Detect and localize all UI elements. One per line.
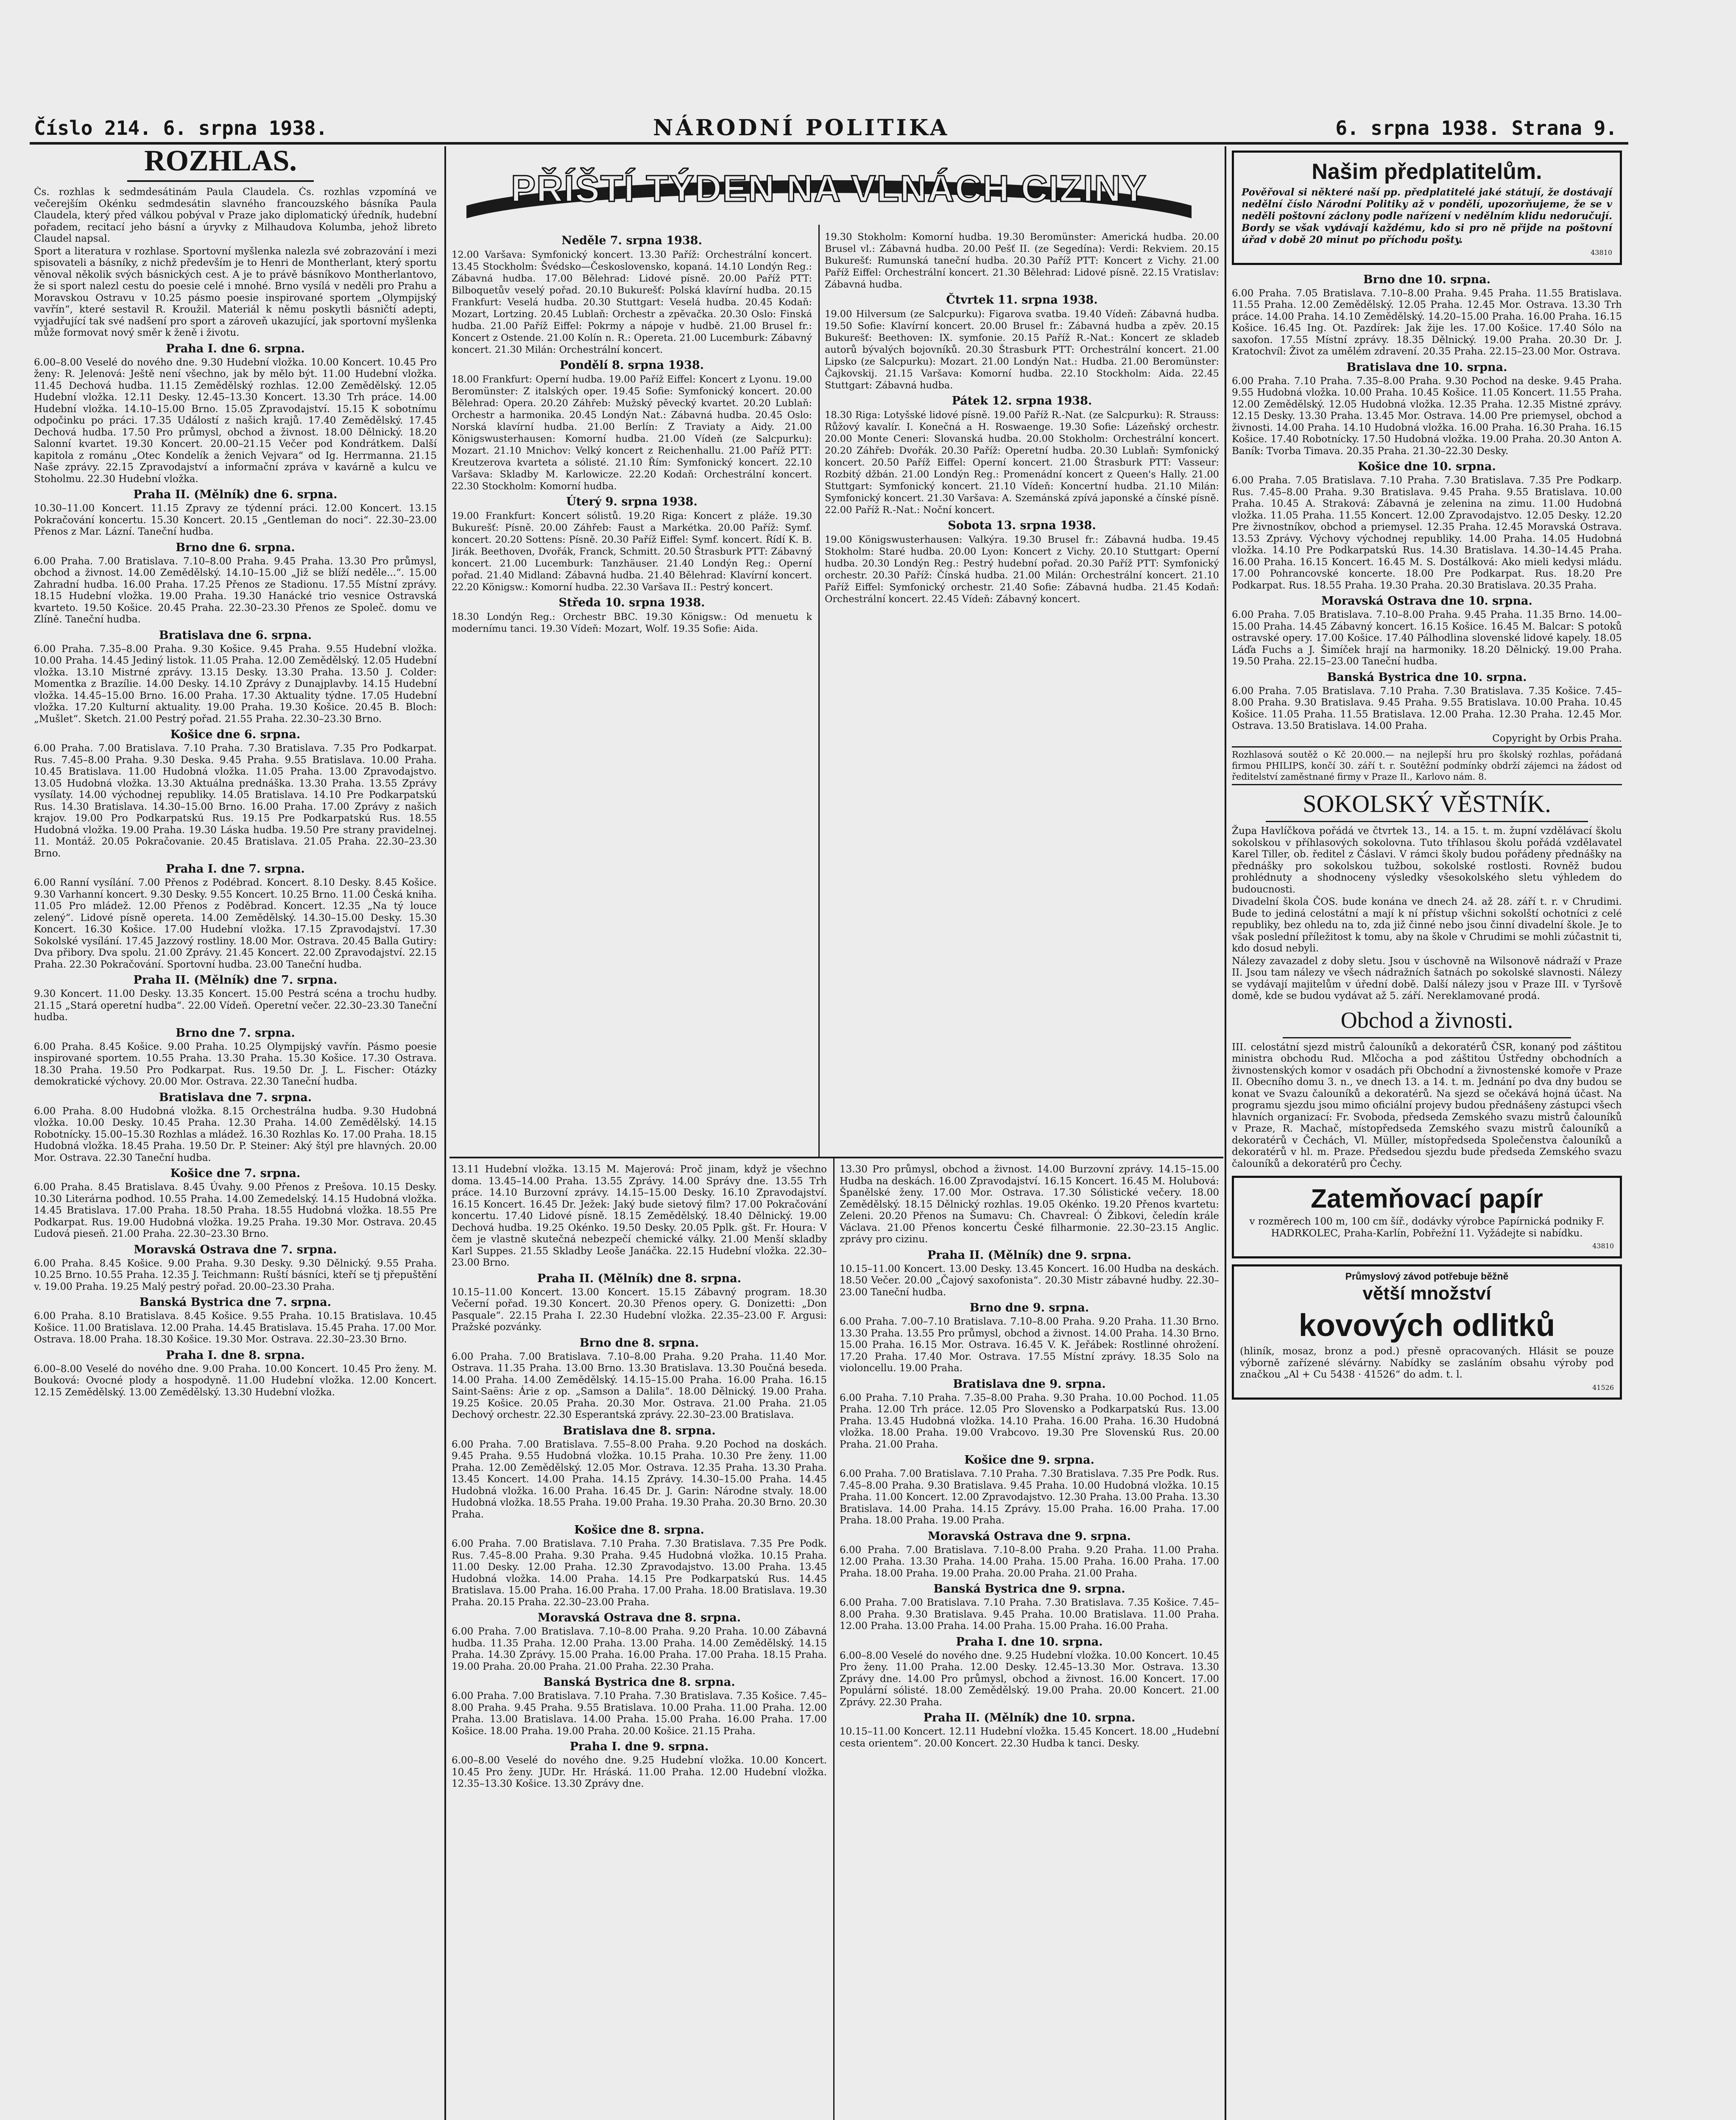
program-block [452, 596, 812, 635]
program-day-heading: Brno dne 8. srpna. [579, 1336, 699, 1350]
program-day-heading: Banská Bystrica dne 7. srpna. [139, 1296, 332, 1309]
program-block [34, 488, 437, 538]
program-day-heading: Pátek 12. srpna 1938. [952, 394, 1092, 407]
ad-castings-line2: větší množství [1362, 1283, 1491, 1304]
program-day-heading: Košice dne 6. srpna. [170, 728, 301, 741]
program-day-heading: Brno dne 10. srpna. [1363, 273, 1491, 286]
rule [1232, 746, 1622, 748]
program-block [452, 1611, 827, 1673]
program-block [34, 1348, 437, 1399]
program-listing: 9.30 Koncert. 11.00 Desky. 13.35 Koncert. 15.00 Pestrá scéna a trochu hudby. 21.15 „Stará operetní hudba“. 22.00 Vídeň. Operetní večer. 22.30–23.30 Taneční hudba. [34, 988, 437, 1023]
program-day-heading: Bratislava dne 8. srpna. [563, 1424, 716, 1437]
program-listing: 6.00 Praha. 7.00 Bratislava. 7.10 Praha. 7.30 Bratislava. 7.35 Pre Podk. Rus. 7.45–8.00 Praha. 9.30 Bratislava. 9.45 Praha. 10.00 Hudobná vložka. 10.15 Praha. 11.00 Koncert. 12.00 Zpravodajstvo. 12.30 Praha. 13.00 Praha. 13.30 Bratislava. 14.00 Praha. 14.15 Zprávy. 15.00 Praha. 16.00 Praha. 17.00 Praha. 18.00 Praha. 19.00 Praha. [840, 1468, 1219, 1526]
right-program-list [1232, 273, 1622, 732]
program-listing: 6.00 Praha. 7.00–7.10 Bratislava. 7.10–8.00 Praha. 9.20 Praha. 11.30 Brno. 13.30 Praha. 13.55 Pro průmysl, obchod a živnost. 14.00 Praha. 14.30 Brno. 15.00 Praha. 16.15 Mor. Ostrava. 16.45 V. K. Jeřábek: Rostlinné ohrožení. 17.20 Praha. 17.40 Mor. Ostrava. 17.55 Místní zprávy. 18.35 Solo na violoncellu. 19.00 Praha. [840, 1316, 1219, 1374]
column-divider [818, 225, 820, 1158]
subscriber-notice [1232, 151, 1622, 265]
program-day-heading: Bratislava dne 7. srpna. [159, 1091, 312, 1104]
program-column-middle-right [840, 1164, 1219, 2120]
program-listing: 6.00 Praha. 7.05 Bratislava. 7.10 Praha. 7.30 Bratislava. 7.35 Košice. 7.45–8.00 Praha. 9.30 Bratislava. 9.45 Praha. 9.55 Bratislava. 10.00 Praha. 10.45 Košice. 11.05 Praha. 11.55 Bratislava. 12.00 Praha. 12.30 Praha. 12.45 Mor. Ostrava. 13.50 Bratislava. 14.00 Praha. [1232, 685, 1622, 731]
program-day-heading: Moravská Ostrava dne 9. srpna. [927, 1529, 1131, 1543]
program-listing: 10.15–11.00 Koncert. 12.11 Hudební vložka. 15.45 Koncert. 18.00 „Hudební cesta orientem“. 20.00 Koncert. 22.30 Hudba k tanci. Desky. [840, 1726, 1219, 1749]
program-listing: 6.00 Praha. 7.00 Bratislava. 7.10 Praha. 7.30 Bratislava. 7.35 Pro Podkarpat. Rus. 7.45–8.00 Praha. 9.30 Deska. 9.45 Praha. 9.55 Bratislava. 10.00 Praha. 10.45 Bratislava. 11.00 Hudobná vložka. 11.05 Praha. 13.00 Zpravodajstvo. 13.05 Hudobná vložka. 13.30 Aktuálna prednáška. 13.30 Praha. 13.55 Zprávy vysílaty. 14.00 východnej republiky. 14.05 Bratislava. 14.10 Pre Podkarpatskú Rus. 14.30 Bratislava. 14.30–15.00 Brno. 16.00 Praha. 17.00 Zprávy z našich krajov. 19.00 Pro Podkarpatskú Rus. 19.15 Pre Podkarpatskú Rus. 18.55 Hudobná vložka. 19.00 Praha. 19.30 Láska hudba. 19.50 Pre strany pravidelnej. 11. Montáž. 20.05 Pokračovanie. 20.45 Bratislava. 21.05 Praha. 22.30–23.30 Brno. [34, 743, 437, 859]
sokol-item-1: Župa Havlíčkova pořádá ve čtvrtek 13., 14. a 15. t. m. župní vzdělávací školu sokolskou v příhlasových sokolovna. Tuto tříhlasou školu pořádá vzdělavatel Karel Tiller, ob. ředitel z Čáslavi. V rámci školy budou pořádeny přednášky na přednášky pro sokolskou tužbou, sokolské rostlosti. Rovněž budou prohlédnuty a shodnoceny výsledky všesokolského sletu výhledem do budoucnosti. [1232, 826, 1622, 895]
program-listing: 6.00–8.00 Veselé do nového dne. 9.30 Hudební vložka. 10.00 Koncert. 10.45 Pro ženy: R. Jelenová: Ještě není všechno, jak by mělo být. 11.00 Hudební vložka. 11.45 Dechová hudba. 11.15 Zemědělský rozhlas. 12.00 Zemědělský. 12.05 Hudební vložka. 12.11 Desky. 12.45–13.30 Koncert. 13.30 Trh práce. 14.00 Hudební vložka. 14.10–15.00 Brno. 15.05 Zpravodajství. 15.15 K sobotnímu odpočinku po práci. 17.35 Událostí z našich krajů. 17.40 Zemědělský. 17.45 Dechová hudba. 17.50 Pro průmysl, obchod a živnost. 18.00 Dělnický. 18.20 Salonní kvartet. 19.30 Koncert. 20.00–21.15 Večer pod Kondrátkem. Další kapitola z románu „Otec Kondelík a ženich Vejvara“ od Ig. Herrmanna. 21.15 Naše zprávy. 22.15 Zpravodajství a informační zpráva v kavárně a kulcu ve Stoholmu. 22.30 Hudební vložka. [34, 357, 437, 485]
program-day-heading: Banská Bystrica dne 10. srpna. [1327, 670, 1527, 684]
subscriber-code: 43810 [1591, 248, 1612, 257]
sokol-item-2: Divadelní škola ČOS. bude konána ve dnech 24. až 28. září t. r. v Chrudimi. Bude to jediná celostátní a mají k ní přístup všichni sokolští ochotníci z celé republiky, bez ohledu na to, zda již činné nebo jsou činní divadelní škole. Je to však poslední příležitost k tomu, aby na škole v Chrudimi se mohli zúčastnit ti, kdo dosud nebyli. [1232, 896, 1622, 954]
rozhlas-column [34, 187, 437, 2120]
program-listing: 10.30–11.00 Koncert. 11.15 Zpravy ze týdenní práci. 12.00 Koncert. 13.15 Pokračování koncertu. 15.30 Koncert. 20.15 „Gentleman do noci“. 22.30–23.00 Přenos z Mar. Lázní. Taneční hudba. [34, 503, 437, 537]
program-listing: 18.00 Frankfurt: Operní hudba. 19.00 Paříž Eiffel: Koncert z Lyonu. 19.00 Beromünster: Z italských oper. 19.45 Sofie: Symfonický koncert. 20.00 Bělehrad: Opera. 20.20 Záhřeb: Mužský pěvecký kvartet. 20.20 Lublaň: Orchestr a harmonika. 20.45 Londýn Nat.: Zábavná hudba. 20.45 Oslo: Norská klavírní hudba. 21.00 Berlín: Z Traviaty a Aidy. 21.00 Königswusterhausen: Komorní hudba. 21.00 Vídeň (ze Salcpurku): Mozart. 21.10 Mnichov: Velký koncert z Reichenhallu. 21.00 Paříž PTT: Kreutzerova kvarteta a sólisté. 21.10 Řím: Symfonický koncert. 22.10 Varšava: Skladby M. Karlowicze. 22.20 Kodaň: Orchestrální koncert. 22.30 Stockholm: Komorní hudba. [452, 374, 812, 492]
program-listing: 6.00 Praha. 8.45 Košice. 9.00 Praha. 10.25 Olympijský vavřín. Pásmo poesie inspirované sportem. 10.55 Praha. 13.30 Praha. 15.30 Košice. 17.30 Ostrava. 18.30 Praha. 19.50 Pro Podkarpat. Rus. 19.50 Dr. J. L. Fischer: Otázky demokratické výchovy. 20.00 Mor. Ostrava. 22.30 Taneční hudba. [34, 1041, 437, 1087]
program-listing: 6.00 Praha. 7.00 Bratislava. 7.10–8.00 Praha. 9.20 Praha. 10.00 Zábavná hudba. 11.35 Praha. 12.00 Praha. 13.00 Praha. 14.00 Zemědělský. 14.15 Praha. 14.30 Zprávy. 15.00 Praha. 16.00 Praha. 17.00 Praha. 18.15 Praha. 19.00 Praha. 20.00 Praha. 21.00 Praha. 22.30 Praha. [452, 1626, 827, 1672]
program-listing: 12.00 Varšava: Symfonický koncert. 13.30 Paříž: Orchestrální koncert. 13.45 Stockholm: Švédsko—Československo, kopaná. 14.10 Londýn Reg.: Zábavná hudba. 17.00 Bělehrad: Lidové písně. 20.00 Paříž PTT: Bilboquetův veselý pořad. 20.10 Bukurešť: Polská klavírní hudba. 20.15 Frankfurt: Veselá hudba. 20.30 Stuttgart: Veselá hudba. 20.45 Kodaň: Mozart, Lortzing. 20.45 Lublaň: Orchestr a zpěvačka. 20.30 Oslo: Finská hudba. 21.00 Paříž Eiffel: Pokrmy a nápoje v hudbě. 21.00 Brusel fr.: Koncert z Ostende. 21.00 Kolín n. R.: Opereta. 21.00 Lucemburk: Zábavný koncert. 21.30 Milán: Orchestrální koncert. [452, 249, 812, 355]
program-block [452, 1740, 827, 1790]
program-day-heading: Praha II. (Mělník) dne 6. srpna. [133, 488, 338, 501]
masthead [34, 117, 1617, 142]
program-listing: 6.00 Praha. 7.35–8.00 Praha. 9.30 Košice. 9.45 Praha. 9.55 Hudební vložka. 10.00 Praha. 14.45 Jediný listok. 11.05 Praha. 12.00 Zemědělský. 12.05 Hudební vložka. 13.10 Mistrné zprávy. 13.15 Desky. 13.30 Praha. 13.50 J. Colder: Momentka z Brazílie. 14.00 Desky. 14.10 Zprávy z Dunajplavby. 14.15 Hudební vložka. 14.45–15.00 Brno. 16.00 Praha. 17.30 Aktuality týdne. 17.05 Hudební vložka. 17.20 Kulturní aktuality. 19.00 Praha. 19.30 Košice. 20.45 B. Bloch: „Mušlet“. Sketch. 21.00 Pestrý pořad. 21.55 Praha. 22.30–23.30 Brno. [34, 643, 437, 725]
ad-castings-text: (hliník, mosaz, bronz a pod.) přesně opracovaných. Hlásit se pouze výborně zařízené slévárny. Nabídky se zasláním obsahu výroby pod značkou „Al + Cu 5438 · 41526“ do adm. t. l. [1240, 1346, 1614, 1380]
program-day-heading: Banská Bystrica dne 8. srpna. [543, 1676, 735, 1689]
program-listing: 6.00 Praha. 8.45 Bratislava. 8.45 Úvahy. 9.00 Přenos z Prešova. 10.15 Desky. 10.30 Literárna podhod. 10.55 Praha. 14.00 Zemedelský. 14.15 Hudobná vložka. 14.45 Bratislava. 17.00 Praha. 18.50 Praha. 18.55 Hudobná vložka. 18.55 Pre Podkarpat. Rus. 19.00 Hudobná vložka. 19.25 Praha. 19.30 Mor. Ostrava. 20.45 Ľudová pieseň. 21.00 Praha. 22.30–23.30 Brno. [34, 1182, 437, 1239]
program-listing: 10.15–11.00 Koncert. 13.00 Koncert. 15.15 Zábavný program. 18.30 Večerní pořad. 19.30 Koncert. 20.30 Přenos opery. G. Donizetti: „Don Pasquale“. 22.15 Praha I. 22.30 Hudební vložka. 22.35–23.00 F. Argusi: Pražské pozvánky. [452, 1286, 827, 1333]
program-block [840, 1582, 1219, 1632]
program-listing: 6.00 Praha. 7.10 Praha. 7.35–8.00 Praha. 9.30 Pochod na deske. 9.45 Praha. 9.55 Hudobná vložka. 10.00 Praha. 10.45 Košice. 11.05 Koncert. 11.55 Praha. 12.00 Zemědělský. 12.05 Hudobná vložka. 12.35 Praha. 12.35 Mistné zprávy. 12.15 Desky. 13.30 Praha. 13.45 Mor. Ostrava. 14.00 Pre priemysel, obchod a živnosti. 14.00 Praha. 14.10 Hudobná vložka. 16.00 Praha. 16.30 Praha. 16.15 Košice. 17.40 Robotnícky. 17.50 Hudobná vložka. 19.00 Praha. 20.30 Anton A. Baník: Tvorba Timava. 20.35 Praha. 21.30–22.30 Desky. [1232, 375, 1622, 457]
program-day-heading: Bratislava dne 10. srpna. [1346, 360, 1507, 374]
program-block [452, 1272, 827, 1333]
trade-article: III. celostátní sjezd mistrů čalouníků a dekoratérů ČSR, konaný pod záštitou ministra obchodu Rud. Mlčocha a pod záštitou Ústředny obchodních a živnostenských komor v osadách při Obchodní a živnostenské komoře v Praze II. Obecního domu 3. n., ve dnech 13. a 14. t. m. Jednání po dva dny budou se konat ve Svazu čalouníků a dekoratérů. Na sjezd se očekává hojná účast. Na programu sjezdu jsou mimo oficiální projevy budou přednášeny zástupci všech hlavních organizací: Fr. Svoboda, předseda Zemského svazu mistrů čalouníků v Praze, R. Machač, místopředseda Zemského svazu mistrů čalouníků a dekoratérů v Čechách, Vl. Müller, místopředseda Společenstva čalouníků a dekoratérů v hl. m. Praze. Předsedou sjezdu bude předseda Zemského svazu čalouníků a dekoratérů pro Čechy. [1232, 1041, 1622, 1169]
program-block [34, 1166, 437, 1240]
program-block [34, 541, 437, 626]
program-block [1232, 670, 1622, 732]
program-block [34, 1026, 437, 1088]
program-block [825, 231, 1219, 290]
ad-blackout-text: v rozměrech 100 m, 100 cm šíř., dodávky výrobce Papírnická podniky F. HADRKOLEC, Praha-Karlín, Pobřežní 11. Vyžádejte si nabídku. [1249, 1216, 1605, 1239]
ad-metal-castings [1232, 1264, 1622, 1400]
subscriber-title: Našim předplatitelům. [1312, 159, 1542, 184]
ad-castings-line1: Průmyslový závod potřebuje běžně [1345, 1270, 1509, 1282]
program-listing: 6.00 Praha. 8.00 Hudobná vložka. 8.15 Orchestrálna hudba. 9.30 Hudobná vložka. 10.00 Desky. 10.45 Praha. 12.30 Praha. 14.00 Zemědělský. 14.15 Robotnícky. 15.00–15.30 Rozhlas a mládež. 16.30 Rozhlas Ko. 17.00 Praha. 18.15 Hudobná vložka. 18.45 Praha. 19.50 Dr. P. Steiner: Aký štýl pre hlavných. 20.00 Mor. Ostrava. 22.30 Taneční hudba. [34, 1105, 437, 1163]
program-day-heading: Brno dne 9. srpna. [969, 1301, 1089, 1314]
program-listing: 6.00 Praha. 7.00 Bratislava. 7.10 Praha. 7.30 Bratislava. 7.35 Pre Podk. Rus. 7.45–8.00 Praha. 9.30 Praha. 9.45 Hudobná vložka. 10.15 Praha. 11.00 Desky. 12.00 Praha. 12.30 Zpravodajstvo. 13.00 Praha. 13.45 Hudobná vložka. 14.00 Praha. 14.15 Pre Podkarpatskú Rus. 14.45 Bratislava. 15.00 Praha. 16.00 Praha. 17.00 Praha. 18.00 Bratislava. 19.30 Praha. 20.15 Praha. 22.30–23.00 Praha. [452, 1538, 827, 1608]
program-block [34, 728, 437, 859]
program-listing: 6.00–8.00 Veselé do nového dne. 9.25 Hudební vložka. 10.00 Koncert. 10.45 Pro ženy. JUDr. Hr. Hráská. 11.00 Praha. 12.00 Hudební vložka. 12.35–13.30 Košice. 13.30 Zprávy dne. [452, 1755, 827, 1789]
program-block [825, 394, 1219, 516]
program-listing: 6.00 Praha. 7.05 Bratislava. 7.10–8.00 Praha. 9.45 Praha. 11.55 Bratislava. 11.55 Praha. 12.00 Zemědělský. 12.05 Praha. 12.45 Mor. Ostrava. 13.30 Trh práce. 14.00 Praha. 14.10 Zemědělský. 14.20–15.00 Praha. 16.00 Praha. 16.15 Košice. 16.45 Ing. Ot. Pazdírek: Jak žije les. 17.00 Košice. 17.40 Sólo na saxofon. 17.55 Místní zprávy. 18.35 Dělnický. 19.00 Praha. 20.30 Dr. J. Kratochvíl: Život za umělém zdravení. 20.35 Praha. 22.15–23.00 Mor. Ostrava. [1232, 287, 1622, 357]
page-number: 6. srpna 1938. Strana 9. [1335, 117, 1617, 139]
ad-blackout-title: Zatemňovací papír [1311, 1184, 1543, 1213]
program-day-heading: Košice dne 9. srpna. [964, 1453, 1094, 1467]
program-day-heading: Bratislava dne 6. srpna. [159, 628, 312, 642]
program-listing: 6.00 Praha. 7.10 Praha. 7.35–8.00 Praha. 9.30 Praha. 10.00 Pochod. 11.05 Praha. 12.00 Trh práce. 12.05 Pro Slovensko a Podkarpatskú Rus. 13.00 Praha. 13.45 Hudobná vložka. 14.10 Praha. 16.00 Praha. 16.30 Hudobná vložka. 18.00 Praha. 19.00 Vrabcovo. 19.30 Pre Slovenskú Rus. 20.00 Praha. 21.00 Praha. [840, 1392, 1219, 1450]
program-block [452, 1164, 827, 1269]
program-listing: 6.00 Praha. 7.00 Bratislava. 7.10 Praha. 7.30 Bratislava. 7.35 Košice. 7.45–8.00 Praha. 9.45 Praha. 9.55 Bratislava. 10.00 Praha. 11.00 Praha. 12.00 Praha. 13.00 Bratislava. 14.00 Praha. 15.00 Praha. 16.00 Praha. 17.00 Košice. 18.00 Praha. 19.00 Praha. 20.00 Košice. 21.15 Praha. [452, 1690, 827, 1737]
program-block [452, 1675, 827, 1737]
program-block [452, 358, 812, 492]
ad-castings-title: kovových odlitků [1298, 1308, 1555, 1343]
program-block [452, 1424, 827, 1521]
column-divider [444, 146, 446, 2120]
program-day-heading: Brno dne 7. srpna. [176, 1026, 295, 1040]
program-block [825, 519, 1219, 605]
program-block [840, 1248, 1219, 1299]
program-block [840, 1453, 1219, 1527]
program-listing: 13.11 Hudební vložka. 13.15 M. Majerová: Proč jinam, když je všechno doma. 13.45–14.00 Praha. 13.55 Zprávy. 14.00 Správy dne. 13.55 Trh práce. 14.10 Burzovní zprávy. 14.15–15.00 Desky. 16.10 Zpravodajství. 16.15 Koncert. 16.45 Dr. Ježek: Jaký bude sietový film? 17.00 Pokračování koncertu. 17.40 Lidové písně. 18.15 Zemědělský. 18.40 Dělnický. 19.00 Dechová hudba. 19.25 Okénko. 19.50 Desky. 20.05 Pplk. gšt. Fr. Houra: V čem je vlastně skutečná nebezpečí chemické války. 21.00 Menší skladby Karl Suppes. 21.55 Skladby Leoše Janáčka. 22.15 Hudební vložka. 22.30–23.00 Brno. [452, 1164, 827, 1268]
program-listing: 6.00 Praha. 7.00 Bratislava. 7.10–8.00 Praha. 9.45 Praha. 13.30 Pro průmysl, obchod a živnost. 14.00 Zemědělský. 14.10–15.00 „Již se blíží neděle...“. 15.00 Zahradní hudba. 16.00 Praha. 17.25 Přenos ze Stadionu. 17.55 Místní zprávy. 18.15 Hudební vložka. 19.00 Praha. 19.30 Hanácké trio vesnice Ostravská kvarteto. 19.50 Košice. 20.45 Praha. 22.30–23.30 Přenos ze Společ. domu ve Zlíně. Taneční hudba. [34, 555, 437, 625]
program-day-heading: Košice dne 10. srpna. [1358, 460, 1496, 473]
trade-heading: Obchod a živnosti. [1340, 1007, 1513, 1033]
program-listing: 10.15–11.00 Koncert. 13.00 Desky. 13.45 Koncert. 16.00 Hudba na deskách. 18.50 Večer. 20.00 „Čajový saxofonista“. 20.30 Mistr zábavné hudby. 22.30–23.00 Taneční hudba. [840, 1263, 1219, 1298]
program-listing: 6.00 Praha. 7.00 Bratislava. 7.10–8.00 Praha. 9.20 Praha. 11.40 Mor. Ostrava. 11.35 Praha. 13.00 Brno. 13.30 Bratislava. 13.30 Poučná beseda. 14.00 Praha. 14.00 Zemědělský. 14.15–15.00 Praha. 16.00 Praha. 16.15 Saint-Saëns: Árie z op. „Samson a Dalila“. 18.00 Dělnický. 19.00 Praha. 19.25 Košice. 20.05 Praha. 20.30 Mor. Ostrava. 21.00 Praha. 21.05 Dechový orchestr. 22.30 Esperantská zprávy. 22.30–23.00 Bratislava. [452, 1351, 827, 1420]
program-day-heading: Středa 10. srpna 1938. [558, 596, 705, 609]
program-day-heading: Čtvrtek 11. srpna 1938. [946, 293, 1098, 307]
program-block [34, 1091, 437, 1164]
program-block [840, 1164, 1219, 1246]
program-block [452, 1523, 827, 1608]
rule [1232, 784, 1622, 785]
program-block [1232, 273, 1622, 358]
section-divider [449, 1157, 1223, 1158]
program-listing: 6.00 Praha. 7.05 Bratislava. 7.10–8.00 Praha. 9.45 Praha. 11.35 Brno. 14.00–15.00 Praha. 14.45 Zábavný koncert. 16.15 Košice. 16.45 M. Balcar: S potoků ostravské opery. 17.00 Košice. 17.40 Pálhodlina slovenské lidové kapely. 18.05 Láďa Fuchs a J. Šimíček hrají na harmoniky. 18.20 Dělnický. 19.00 Praha. 19.50 Praha. 22.15–23.00 Taneční hudba. [1232, 609, 1622, 667]
program-day-heading: Moravská Ostrava dne 8. srpna. [537, 1611, 741, 1624]
program-day-heading: Praha I. dne 10. srpna. [956, 1635, 1103, 1649]
program-listing: 6.00 Praha. 8.10 Bratislava. 8.45 Košice. 9.55 Praha. 10.15 Bratislava. 10.45 Košice. 11.00 Bratislava. 12.00 Praha. 14.45 Bratislava. 15.45 Praha. 17.00 Mor. Ostrava. 18.00 Praha. 18.30 Košice. 19.30 Mor. Ostrava. 22.30–23.30 Brno. [34, 1311, 437, 1345]
program-listing: 6.00 Praha. 7.00 Bratislava. 7.10–8.00 Praha. 9.20 Praha. 11.00 Praha. 12.00 Praha. 13.30 Praha. 14.00 Praha. 15.00 Praha. 16.00 Praha. 17.00 Praha. 18.00 Praha. 19.00 Praha. 20.00 Praha. 21.00 Praha. [840, 1544, 1219, 1579]
contest-note: Rozhlasová soutěž o Kč 20.000.— na nejlepší hru pro školský rozhlas, pořádaná firmou PHILIPS, končí 30. září t. r. Soutěžní podmínky obdrží zájemci na žádost od ředitelství zaměstnané firmy v Praze II., Karlovo nám. 8. [1232, 750, 1622, 782]
issue-number: Číslo 214. 6. srpna 1938. [34, 117, 328, 139]
program-day-heading: Praha II. (Mělník) dne 9. srpna. [927, 1248, 1131, 1262]
rule [1283, 1037, 1571, 1038]
ad-castings-code: 41526 [1592, 1383, 1614, 1392]
program-day-heading: Moravská Ostrava dne 7. srpna. [134, 1243, 337, 1256]
banner-title: PŘÍŠTÍ TÝDEN NA VLNÁCH CIZINY [511, 167, 1147, 209]
program-block [1232, 594, 1622, 668]
program-block [840, 1635, 1219, 1709]
program-block [840, 1529, 1219, 1580]
program-day-heading: Praha I. dne 8. srpna. [166, 1348, 305, 1362]
abroad-column-left [452, 231, 812, 1151]
program-day-heading: Praha II. (Mělník) dne 7. srpna. [133, 974, 338, 987]
program-block [1232, 360, 1622, 457]
sokol-heading: SOKOLSKÝ VĚSTNÍK. [1303, 790, 1551, 817]
ad-blackout-code: 43810 [1592, 1242, 1614, 1250]
column-divider [833, 1158, 835, 2120]
right-column [1232, 146, 1622, 2120]
program-block [34, 973, 437, 1024]
rozhlas-underline [127, 180, 314, 182]
program-listing: 18.30 Londýn Reg.: Orchestr BBC. 19.30 Königsw.: Od menuetu k modernímu tanci. 19.30 Vídeň: Mozart, Wolf. 19.35 Sofie: Aida. [452, 611, 812, 634]
program-day-heading: Sobota 13. srpna 1938. [948, 519, 1096, 532]
program-listing: 13.30 Pro průmysl, obchod a živnost. 14.00 Burzovní zprávy. 14.15–15.00 Hudba na deskách. 16.00 Zpravodajství. 16.15 Koncert. 16.45 M. Holubová: Španělské ženy. 17.00 Mor. Ostrava. 17.30 Sólistické večery. 18.00 Zemědělský. 18.15 Dělnický rozhlas. 19.05 Okénko. 19.20 Přenos kvartetu: Zeleni. 20.20 Přenos na Šumavu: Ch. Chavreal: Ó Žibkovi, čeledín krále Václava. 21.00 Přenos koncertu České filharmonie. 22.30–23.15 Anglic. zprávy pro cizinu. [840, 1164, 1219, 1245]
program-block [34, 628, 437, 725]
program-listing: 19.00 Hilversum (ze Salcpurku): Figarova svatba. 19.40 Vídeň: Zábavná hudba. 19.50 Sofie: Klavírní koncert. 20.00 Brusel fr.: Zábavná hudba a zpěv. 20.15 Bukurešť: Beethoven: IX. symfonie. 20.15 Paříž R.-Nat.: Koncert ze skladeb autorů bývalých bojovníků. 20.30 Štrasburk PTT: Orchestrální koncert. 21.00 Lipsko (ze Salcpurku): Mozart. 21.00 Londýn Nat.: Hudba. 21.00 Beromünster: Čajkovskij. 21.15 Varšava: Komorní hudba. 22.10 Stockholm: Aida. 22.45 Stuttgart: Zábavná hudba. [825, 309, 1219, 391]
program-listing: 18.30 Riga: Lotyšské lidové písně. 19.00 Paříž R.-Nat. (ze Salcpurku): R. Strauss: Růžový kavalír. I. Konečná a H. Roswaenge. 19.30 Sofie: Lázeňský orchestr. 20.00 Monte Ceneri: Slovanská hudba. 20.00 Stokholm: Orchestrální koncert. 20.20 Záhřeb: Dvořák. 20.30 Paříž: Operetní hudba. 20.30 Lublaň: Symfonický koncert. 20.50 Paříž Eiffel: Operní koncert. 21.00 Štrasburk PTT: Vasseur: Rozbitý džbán. 21.00 Londýn Reg.: Promenádní koncert z Queen's Hally. 21.00 Stuttgart: Symfonický koncert. 21.10 Vídeň: Koncertní hudba. 21.10 Milán: Symfonický koncert. 21.30 Varšava: A. Szemánská zpívá japonské a čínské písně. 22.00 Paříž R.-Nat.: Noční koncert. [825, 410, 1219, 516]
program-listing: 6.00 Ranní vysílání. 7.00 Přenos z Podébrad. Koncert. 8.10 Desky. 8.45 Košice. 9.30 Varhanní koncert. 9.30 Desky. 9.55 Koncert. 10.25 Brno. 11.00 Česká kniha. 11.05 Pro mládež. 12.00 Přenos z Poděbrad. Koncert. 12.35 „Na tý louce zelený“. Lidové písně opereta. 14.00 Zemědělský. 14.30–15.00 Desky. 15.30 Koncert. 16.30 Košice. 17.00 Hudební vložka. 17.15 Zpravodajství. 17.30 Sokolské vysílání. 17.45 Jazzový rostliny. 18.00 Mor. Ostrava. 20.45 Balla Gutiry: Dva přibory. Dva spolu. 21.00 Zprávy. 21.45 Koncert. 22.00 Zpravodajství. 22.15 Praha. 22.30 Pokračování. Sportovní hudba. 23.00 Taneční hudba. [34, 877, 437, 970]
newspaper-title: NÁRODNÍ POLITIKA [653, 115, 950, 141]
program-listing: 6.00 Praha. 7.00 Bratislava. 7.10 Praha. 7.30 Bratislava. 7.35 Košice. 7.45–8.00 Praha. 9.30 Bratislava. 9.45 Praha. 10.00 Bratislava. 11.00 Praha. 12.00 Praha. 13.00 Praha. 14.00 Praha. 15.00 Praha. 16.00 Praha. [840, 1597, 1219, 1632]
program-listing: 6.00 Praha. 8.45 Košice. 9.00 Praha. 9.30 Desky. 9.30 Dělnický. 9.55 Praha. 10.25 Brno. 10.55 Praha. 12.35 J. Teichmann: Ruští básníci, kteří se tj přepuštění v. 19.00 Praha. 19.25 Malý pestrý pořad. 20.00–23.30 Praha. [34, 1258, 437, 1292]
sokol-item-3: Nálezy zavazadel z doby sletu. Jsou v úschovně na Wilsonově nádraží v Praze II. Jsou tam nálezy ve všech nádražních šatnách po sokolské slavnosti. Nálezy se vydávají majitelům v úřední době. Další nálezy jsou v Praze III. v Tyršově domě, kde se budou vydávat až 5. září. Nereklamované prodá. [1232, 955, 1622, 1001]
program-day-heading: Praha I. dne 9. srpna. [569, 1740, 709, 1753]
program-day-heading: Úterý 9. srpna 1938. [566, 495, 698, 508]
program-block [840, 1377, 1219, 1451]
program-listing: 6.00 Praha. 7.00 Bratislava. 7.55–8.00 Praha. 9.20 Pochod na doskách. 9.45 Praha. 9.55 Hudobná vložka. 10.15 Praha. 10.30 Pre ženy. 11.00 Praha. 12.00 Zemědělský. 12.05 Mor. Ostrava. 12.35 Praha. 13.30 Praha. 13.45 Koncert. 14.00 Praha. 14.15 Zprávy. 14.30–15.00 Praha. 14.45 Hudobná vložka. 16.00 Praha. 16.45 Dr. J. Garin: Národne stvaly. 18.00 Hudobná vložka. 18.55 Praha. 19.00 Praha. 19.30 Praha. 20.30 Brno. 20.30 Praha. [452, 1439, 827, 1520]
program-day-heading: Banská Bystrica dne 9. srpna. [933, 1582, 1125, 1596]
program-day-heading: Praha II. (Mělník) dne 8. srpna. [537, 1272, 741, 1285]
program-day-heading: Pondělí 8. srpna 1938. [559, 359, 704, 372]
program-day-heading: Bratislava dne 9. srpna. [953, 1377, 1106, 1391]
program-listing: 6.00–8.00 Veselé do nového dne. 9.25 Hudební vložka. 10.00 Koncert. 10.45 Pro ženy. 11.00 Praha. 12.00 Desky. 12.45–13.30 Mor. Ostrava. 13.30 Zprávy dne. 14.00 Pro průmysl, obchod a živnost. 16.00 Koncert. 17.00 Populární sólisté. 18.00 Zemědělský. 19.00 Praha. 20.00 Koncert. 21.00 Zprávy. 22.30 Praha. [840, 1650, 1219, 1708]
column-divider [1225, 146, 1226, 2120]
program-column-middle-left [452, 1164, 827, 2120]
program-listing: 6.00–8.00 Veselé do nového dne. 9.00 Praha. 10.00 Koncert. 10.45 Pro ženy. M. Bouková: Ovocné plody a hospodyně. 11.00 Hudební vložka. 12.00 Koncert. 12.15 Zemědělský. 13.00 Zemědělský. 13.30 Hudební vložka. [34, 1363, 437, 1398]
article-sport-literature: Sport a literatura v rozhlase. Sportovní myšlenka nalezla své zobrazování i mezi spisovateli a básníky, z nichž především je to Henri de Montherlant, který sportu věnoval několik svých básnických cest. A je to právě básníkovo Montherlantovo, že si sport nalezl cestu do poesie celé i mnohé. Brno vysílá v neděli pro Prahu a Moravskou Ostravu v 10.25 pásmo poesie inspirované sportem „Olympijský vavřín“, které sestavil R. Kroužil. Materiál k němu poskytli básničtí adepti, vyjadřující tak své nadšení pro sport a zároveň ukazující, jak sportovní myšlenka může formovat nový směr k ženě i životu. [34, 245, 437, 338]
program-block [452, 495, 812, 593]
abroad-banner [458, 155, 1200, 227]
program-day-heading: Praha I. dne 6. srpna. [166, 342, 305, 355]
program-day-heading: Praha II. (Mělník) dne 10. srpna. [923, 1711, 1136, 1724]
program-block [452, 1336, 827, 1421]
program-list [34, 342, 437, 1399]
program-day-heading: Košice dne 7. srpna. [170, 1167, 301, 1180]
program-block [1232, 460, 1622, 591]
program-block [34, 862, 437, 971]
rule [1266, 821, 1588, 822]
rozhlas-heading: ROZHLAS. [144, 145, 297, 177]
program-day-heading: Košice dne 8. srpna. [574, 1523, 704, 1537]
ad-blackout-paper [1232, 1176, 1622, 1258]
program-block [34, 342, 437, 485]
program-listing: 6.00 Praha. 7.05 Bratislava. 7.10 Praha. 7.30 Bratislava. 7.35 Pre Podkarp. Rus. 7.45–8.00 Praha. 9.30 Bratislava. 9.45 Praha. 9.55 Bratislava. 10.00 Praha. 10.45 A. Straková: Zábavná je zelenina na zimu. 11.00 Hudobná vložka. 11.05 Praha. 11.55 Koncert. 12.00 Zpravodajstvo. 12.05 Desky. 12.20 Pre živnostníkov, obchod a priemysel. 12.35 Praha. 12.45 Moravská Ostrava. 13.53 Zprávy. Výchovy východnej republiky. 14.00 Praha. 14.05 Hudobná vložka. 14.10 Pre Podkarpatskú Rus. 14.30 Bratislava. 14.30–14.45 Praha. 16.00 Praha. 16.15 Koncert. 16.45 M. S. Dostálková: Ako mieli kedysi mládu. 17.00 Pohrancovské koncerte. 18.00 Pre Podkarpat. Rus. 18.20 Pre Podkarpat. Rus. 18.55 Praha. 19.30 Praha. 20.30 Bratislava. 20.35 Praha. [1232, 475, 1622, 591]
copyright-note: Copyright by Orbis Praha. [1492, 733, 1622, 744]
program-day-heading: Moravská Ostrava dne 10. srpna. [1321, 594, 1532, 608]
program-block [34, 1295, 437, 1346]
program-listing: 19.00 Königswusterhausen: Valkýra. 19.30 Brusel fr.: Zábavná hudba. 19.45 Stokholm: Staré hudba. 20.00 Lyon: Koncert z Vichy. 20.10 Stuttgart: Operní hudba. 20.30 Londýn Reg.: Pestrý hudební pořad. 20.30 Paříž PTT: Symfonický orchestr. 20.30 Paříž: Čínská hudba. 21.00 Milán: Orchestrální koncert. 21.10 Paříž Eiffel: Symfonický orchestr. 21.40 Sofie: Zábavná hudba. 21.45 Kodaň: Orchestrální koncert. 22.45 Vídeň: Zábavný koncert. [825, 534, 1219, 605]
program-listing: 19.00 Frankfurt: Koncert sólistů. 19.20 Riga: Koncert z pláže. 19.30 Bukurešť: Písně. 20.00 Záhřeb: Faust a Markétka. 20.00 Paříž: Symf. koncert. 20.20 Sottens: Písně. 20.30 Paříž Eiffel: Symf. koncert. Řídí K. B. Jirák. Beethoven, Dvořák, Franck, Schmitt. 20.50 Štrasburk PTT: Zábavný koncert. 21.00 Lucemburk: Tanzhäuser. 21.40 Londýn Reg.: Operní pořad. 21.40 Midland: Zábavná hudba. 21.40 Bělehrad: Klavírní koncert. 22.20 Königsw.: Komorní hudba. 22.30 Varšava II.: Pestrý koncert. [452, 510, 812, 593]
subscriber-text: Pověřoval si některé naší pp. předplatitelé jaké státují, že dostávají nedělní číslo Národní Politiky až v pondělí, upozorňujeme, že se v neděli poštovní záclony podle nařízení v nedělním klidu nedoručují. Bordy se však vydávají každému, kdo si pro ně přijde na poštovní úřad v době 20 minut po příchodu pošty. [1242, 187, 1612, 245]
program-block [34, 1243, 437, 1293]
article-claudel: Čs. rozhlas k sedmdesátinám Paula Claudela. Čs. rozhlas vzpomíná ve večerejším Okénku sedmdesátin slavného francouzského básníka Paula Claudela, který před válkou pobýval v Praze jako diplomatický úředník, hudební pořadem, recitací jeho básní a úryvky z Milhaudova Kolumba, jehož libreto Claudel napsal. [34, 187, 437, 244]
abroad-column-right [825, 231, 1219, 1151]
program-day-heading: Neděle 7. srpna 1938. [561, 234, 702, 247]
program-block [840, 1301, 1219, 1375]
program-day-heading: Brno dne 6. srpna. [176, 541, 295, 554]
program-block [840, 1711, 1219, 1749]
program-day-heading: Praha I. dne 7. srpna. [166, 862, 305, 876]
program-block [825, 293, 1219, 391]
program-listing: 19.30 Stokholm: Komorní hudba. 19.30 Beromünster: Americká hudba. 20.00 Brusel vl.: Zábavná hudba. 20.00 Pešť II. (ze Segedína): Verdi: Rekviem. 20.15 Bukurešť: Rumunská taneční hudba. 20.30 Paříž PTT: Koncert z Vichy. 21.00 Paříž Eiffel: Orchestrální koncert. 21.30 Bělehrad: Lidové písně. 22.15 Vratislav: Zábavná hudba. [825, 232, 1219, 290]
program-block [452, 234, 812, 356]
